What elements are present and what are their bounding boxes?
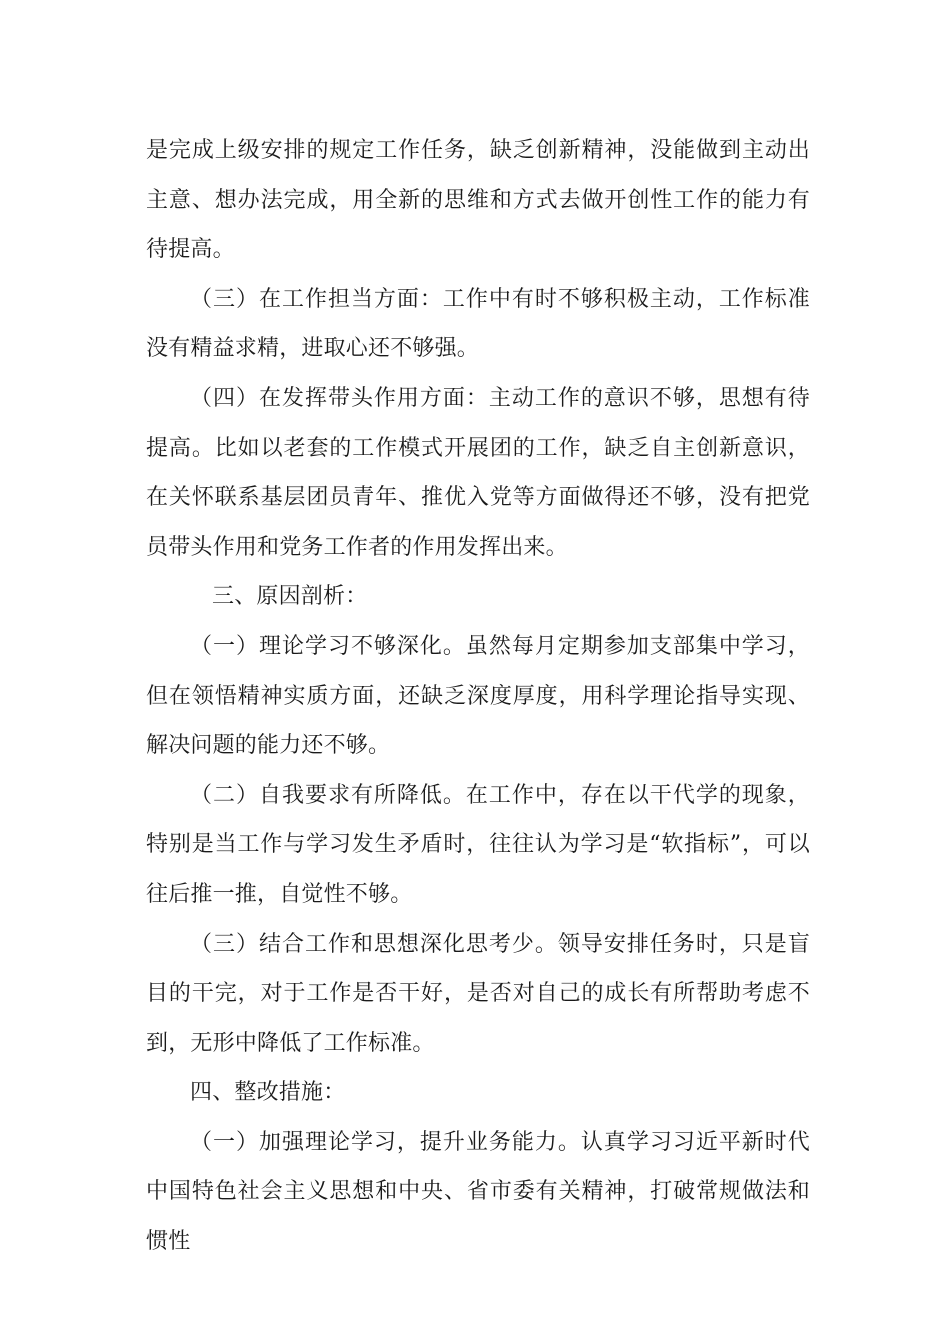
section-heading-rectification: 四、整改措施： (190, 1080, 346, 1106)
paragraph-self-requirement: （二）自我要求有所降低。在工作中，存在以干代学的现象，特别是当工作与学习发生矛盾时，往往认为学习是“软指标”，可以往后推一推，自觉性不够。 (146, 782, 810, 907)
document-body (146, 126, 810, 1267)
section-heading-cause-analysis: 三、原因剖析： (212, 584, 368, 610)
paragraph-leading-role: （四）在发挥带头作用方面：主动工作的意识不够，思想有待提高。比如以老套的工作模式开展团的工作，缺乏自主创新意识，在关怀联系基层团员青年、推优入党等方面做得还不够，没有把党员带头作用和党务工作者的作用发挥出来。 (146, 385, 810, 560)
paragraph-work-responsibility: （三）在工作担当方面：工作中有时不够积极主动，工作标准没有精益求精，进取心还不够强。 (146, 286, 810, 362)
paragraph-theory-study: （一）理论学习不够深化。虽然每月定期参加支部集中学习，但在领悟精神实质方面，还缺乏深度厚度，用科学理论指导实现、解决问题的能力还不够。 (146, 633, 810, 759)
paragraph-deep-thinking: （三）结合工作和思想深化思考少。领导安排任务时，只是盲目的干完，对于工作是否干好，是否对自己的成长有所帮助考虑不到，无形中降低了工作标准。 (146, 931, 810, 1056)
paragraph-strengthen-study: （一）加强理论学习，提升业务能力。认真学习习近平新时代中国特色社会主义思想和中央、省市委有关精神，打破常规做法和惯性 (146, 1129, 810, 1255)
paragraph-continuation: 是完成上级安排的规定工作任务，缺乏创新精神，没能做到主动出主意、想办法完成，用全新的思维和方式去做开创性工作的能力有待提高。 (146, 138, 810, 263)
